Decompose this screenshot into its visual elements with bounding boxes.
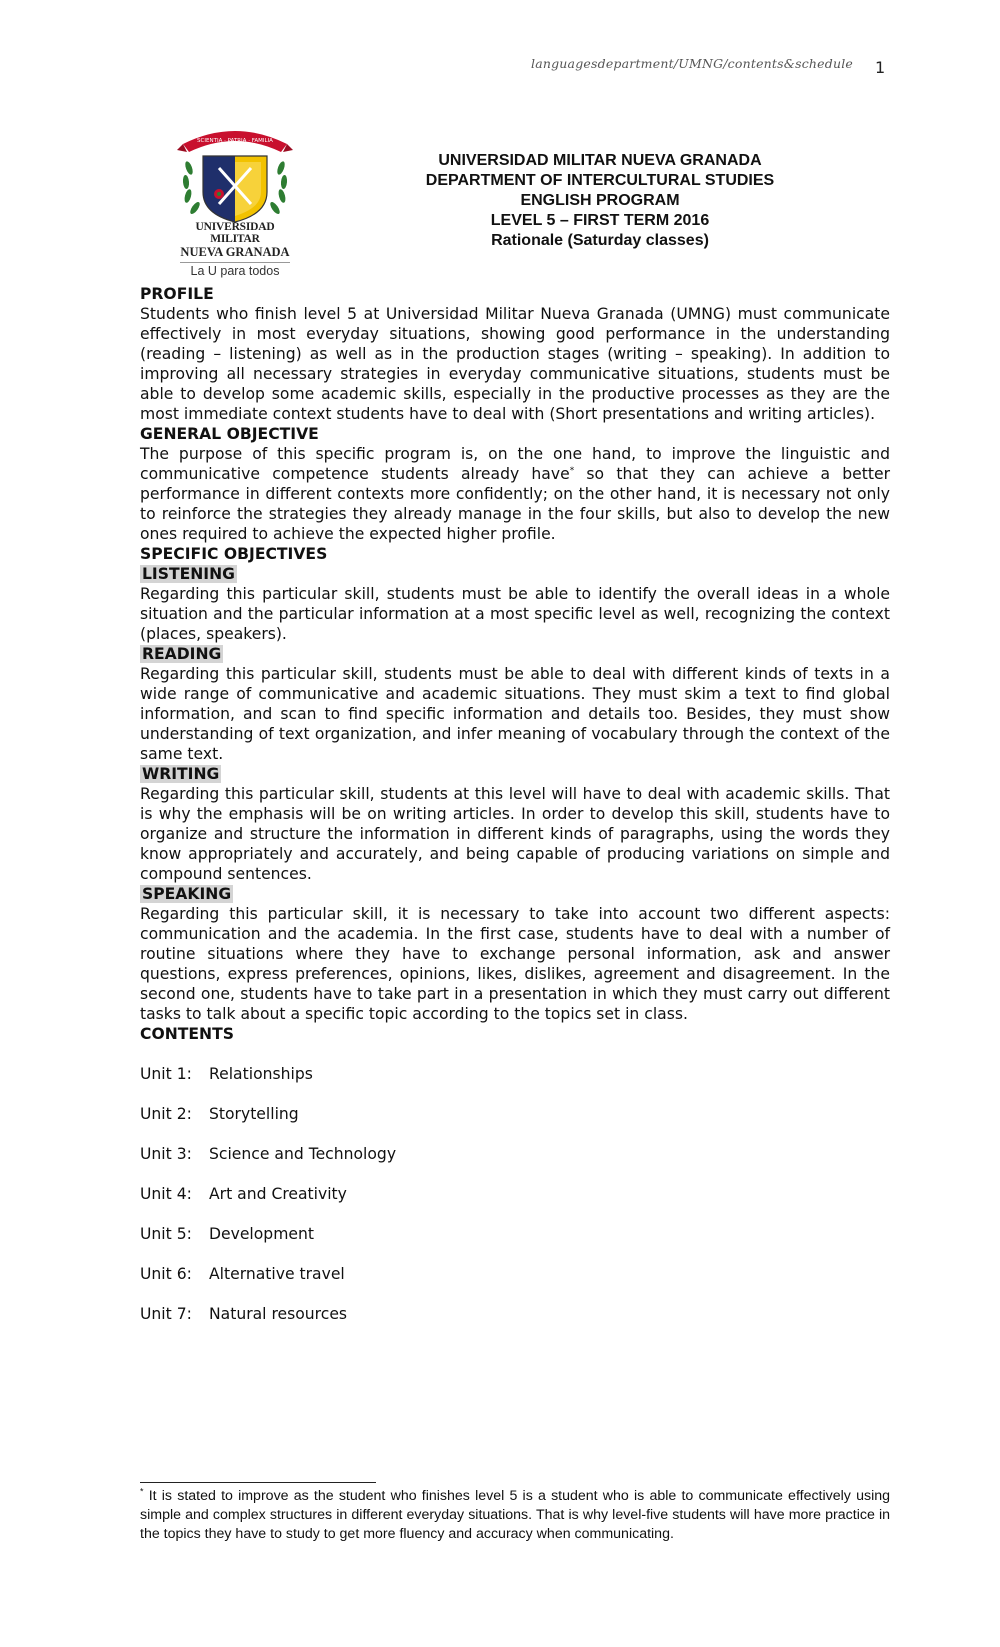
footnote [140,1487,890,1544]
page-number: 1 [875,58,886,77]
unit-label: Unit 3: [140,1145,192,1163]
contents-heading: CONTENTS [140,1025,234,1043]
specific-objectives-heading: SPECIFIC OBJECTIVES [140,545,328,563]
general-objective-heading: GENERAL OBJECTIVE [140,425,319,443]
unit-title: Art and Creativity [209,1185,347,1203]
reading-heading-label: READING [142,645,222,663]
logo-wordmark [180,222,290,277]
unit-label: Unit 2: [140,1105,192,1123]
reading-text: Regarding this particular skill, students must be able to deal with different kinds of texts in a wide range of communicative and academic situations. They must skim a text to find global information, and scan to find specific information and details too. Besides, they must show understanding of text organization, and infer meaning of vocabulary through the context of the same text. [140,665,890,763]
list-item [140,1184,890,1224]
title-university: UNIVERSIDAD MILITAR NUEVA GRANADA [438,152,762,169]
unit-label: Unit 6: [140,1265,192,1283]
listening-heading [140,564,890,584]
title-rationale: Rationale (Saturday classes) [491,232,709,249]
unit-title: Alternative travel [209,1265,345,1283]
unit-label: Unit 4: [140,1185,192,1203]
footnote-reference: * [569,465,575,476]
unit-label: Unit 1: [140,1065,192,1083]
list-item [140,1304,890,1344]
writing-heading [140,764,890,784]
speaking-heading [140,884,890,904]
unit-title: Science and Technology [209,1145,397,1163]
unit-title: Development [209,1225,314,1243]
logo-tagline: La U para todos [180,262,290,278]
list-item [140,1224,890,1264]
footnote-text: It is stated to improve as the student who finishes level 5 is a student who is able to communicate effectively using simple and complex structures in different everyday situations. That is why level-five students will have more practice in the topics they have to study to get more fluency and accuracy when communicating. [140,1488,890,1542]
logo-line-1: UNIVERSIDAD MILITAR [195,221,275,245]
unit-title: Natural resources [209,1305,348,1323]
unit-title: Relationships [209,1065,313,1083]
list-item [140,1104,890,1144]
footnote-separator [140,1482,376,1483]
logo-motto: SCIENTIA · PATRIA · FAMILIA [197,138,273,144]
general-objective-text [140,444,890,544]
listening-heading-label: LISTENING [142,565,235,583]
unit-title: Storytelling [209,1105,299,1123]
general-objective-text-part2: so that they can achieve a better performance in different contexts more confidently; on the other hand, it is necessary not only to reinforce the strategies they already manage in the four skills, but also to develop the new ones required to achieve the expected higher profile. [140,465,891,543]
list-item [140,1064,890,1104]
writing-heading-label: WRITING [142,765,220,783]
units-list [140,1064,890,1344]
footnote-mark: * [140,1486,144,1497]
running-header: languagesdepartment/UMNG/contents&schedule [531,56,853,71]
logo-line-2: NUEVA GRANADA [180,245,290,259]
reading-heading [140,644,890,664]
general-objective-text-part1: The purpose of this specific program is, on the one hand, to improve the linguistic and communicative competence students already have [140,445,890,483]
unit-label: Unit 5: [140,1225,192,1243]
title-department: DEPARTMENT OF INTERCULTURAL STUDIES [425,172,775,189]
document-title-block [385,151,815,251]
document-body [140,284,890,1344]
writing-text: Regarding this particular skill, students at this level will have to deal with academic skills. That is why the emphasis will be on writing articles. In order to develop this skill, students have to organize and structure the information in different kinds of paragraphs, using the words they know appropriately and accurately, and being capable of producing variations on simple and compound sentences. [140,785,890,883]
title-program: ENGLISH PROGRAM [520,192,680,209]
speaking-heading-label: SPEAKING [142,885,232,903]
profile-heading: PROFILE [140,285,214,303]
list-item [140,1144,890,1184]
unit-label: Unit 7: [140,1305,192,1323]
listening-text: Regarding this particular skill, students must be able to identify the overall ideas in a whole situation and the particular information at a most specific level as well, recognizing the context (places, speakers). [140,585,890,643]
list-item [140,1264,890,1304]
speaking-text: Regarding this particular skill, it is necessary to take into account two different aspects: communication and the academia. In the first case, students have to deal with a number of routine situations where they have to exchange personal information, ask and answer questions, express preferences, opinions, likes, dislikes, agreement and disagreement. In the second one, students have to take part in a presentation in which they must carry out different tasks to talk about a specific topic according to the topics set in class. [140,905,890,1023]
title-level: LEVEL 5 – FIRST TERM 2016 [490,212,710,229]
profile-text: Students who finish level 5 at Universidad Militar Nueva Granada (UMNG) must communicate effectively in most everyday situations, showing good performance in the understanding (reading – listening) as well as in the production stages (writing – speaking). In addition to improving all necessary strategies in everyday communicative situations, students must be able to develop some academic skills, especially in the productive processes as they are the most immediate context students have to deal with (Short presentations and writing articles). [140,305,890,423]
